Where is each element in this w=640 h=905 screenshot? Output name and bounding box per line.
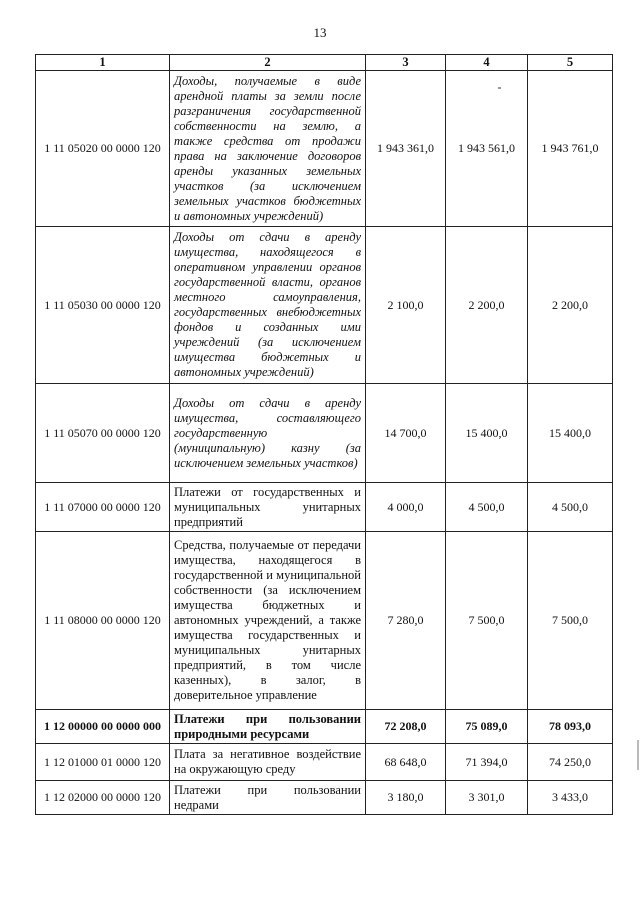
row-value-col5: 74 250,0 — [528, 744, 613, 781]
row-description: Средства, получаемые от передачи имущества, находящегося в государственной и муниципальной собственности (за исключением имущества бюджетных и автономных учреждений, а также имущества государственных и муниципальных унитарных предприятий, в том числе казенных), в залог, в доверительное управление — [170, 532, 366, 710]
row-code: 1 12 01000 01 0000 120 — [36, 744, 170, 781]
table-row — [36, 710, 613, 744]
row-code: 1 12 00000 00 0000 000 — [36, 710, 170, 744]
row-description: Доходы от сдачи в аренду имущества, составляющего государственную (муниципальную) казну (за исключением земельных участков) — [170, 384, 366, 483]
row-value-col3: 14 700,0 — [366, 384, 446, 483]
row-description: Платежи от государственных и муниципальных унитарных предприятий — [170, 483, 366, 532]
row-value-col4: 1 943 561,0 — [446, 71, 528, 227]
row-value-col4: 4 500,0 — [446, 483, 528, 532]
table-row — [36, 532, 613, 710]
row-value-col5: 4 500,0 — [528, 483, 613, 532]
row-value-col3: 3 180,0 — [366, 781, 446, 815]
row-code: 1 11 05070 00 0000 120 — [36, 384, 170, 483]
row-value-col4: 7 500,0 — [446, 532, 528, 710]
row-value-col3: 72 208,0 — [366, 710, 446, 744]
row-value-col5: 7 500,0 — [528, 532, 613, 710]
row-value-col3: 68 648,0 — [366, 744, 446, 781]
scan-edge-mark — [637, 740, 639, 770]
table-row — [36, 781, 613, 815]
row-description: Платежи при пользовании недрами — [170, 781, 366, 815]
row-description: Платежи при пользовании природными ресурсами — [170, 710, 366, 744]
row-value-col3: 1 943 361,0 — [366, 71, 446, 227]
row-code: 1 11 07000 00 0000 120 — [36, 483, 170, 532]
table-row — [36, 71, 613, 227]
page-number: 13 — [313, 25, 327, 40]
row-value-col3: 7 280,0 — [366, 532, 446, 710]
table-row — [36, 483, 613, 532]
table-row — [36, 384, 613, 483]
budget-table — [35, 54, 613, 815]
row-value-col4: 75 089,0 — [446, 710, 528, 744]
row-description: Доходы от сдачи в аренду имущества, находящегося в оперативном управлении органов государственной власти, органов местного самоуправления, государственных внебюджетных фондов и созданных ими учреждений (за исключением имущества бюджетных и автономных учреждений) — [170, 227, 366, 384]
row-value-col4: 15 400,0 — [446, 384, 528, 483]
row-value-col4: 2 200,0 — [446, 227, 528, 384]
column-header-4: 4 — [446, 55, 528, 71]
row-code: 1 11 05020 00 0000 120 — [36, 71, 170, 227]
row-code: 1 11 05030 00 0000 120 — [36, 227, 170, 384]
table-row — [36, 744, 613, 781]
row-value-col5: 78 093,0 — [528, 710, 613, 744]
row-value-col5: 3 433,0 — [528, 781, 613, 815]
row-description: Доходы, получаемые в виде арендной платы за земли после разграничения государственной собственности на землю, а также средства от продажи права на заключение договоров аренды указанных земельных участков (за исключением земельных участков бюджетных и автономных учреждений) — [170, 71, 366, 227]
row-value-col5: 1 943 761,0 — [528, 71, 613, 227]
column-header-5: 5 — [528, 55, 613, 71]
row-description: Плата за негативное воздействие на окружающую среду — [170, 744, 366, 781]
row-value-col4: 71 394,0 — [446, 744, 528, 781]
column-header-2: 2 — [170, 55, 366, 71]
column-header-1: 1 — [36, 55, 170, 71]
column-header-3: 3 — [366, 55, 446, 71]
row-value-col4: 3 301,0 — [446, 781, 528, 815]
row-code: 1 12 02000 00 0000 120 — [36, 781, 170, 815]
header-row — [36, 55, 613, 71]
row-code: 1 11 08000 00 0000 120 — [36, 532, 170, 710]
row-value-col5: 2 200,0 — [528, 227, 613, 384]
scan-speck — [498, 87, 501, 89]
row-value-col3: 2 100,0 — [366, 227, 446, 384]
table-row — [36, 227, 613, 384]
row-value-col3: 4 000,0 — [366, 483, 446, 532]
row-value-col5: 15 400,0 — [528, 384, 613, 483]
